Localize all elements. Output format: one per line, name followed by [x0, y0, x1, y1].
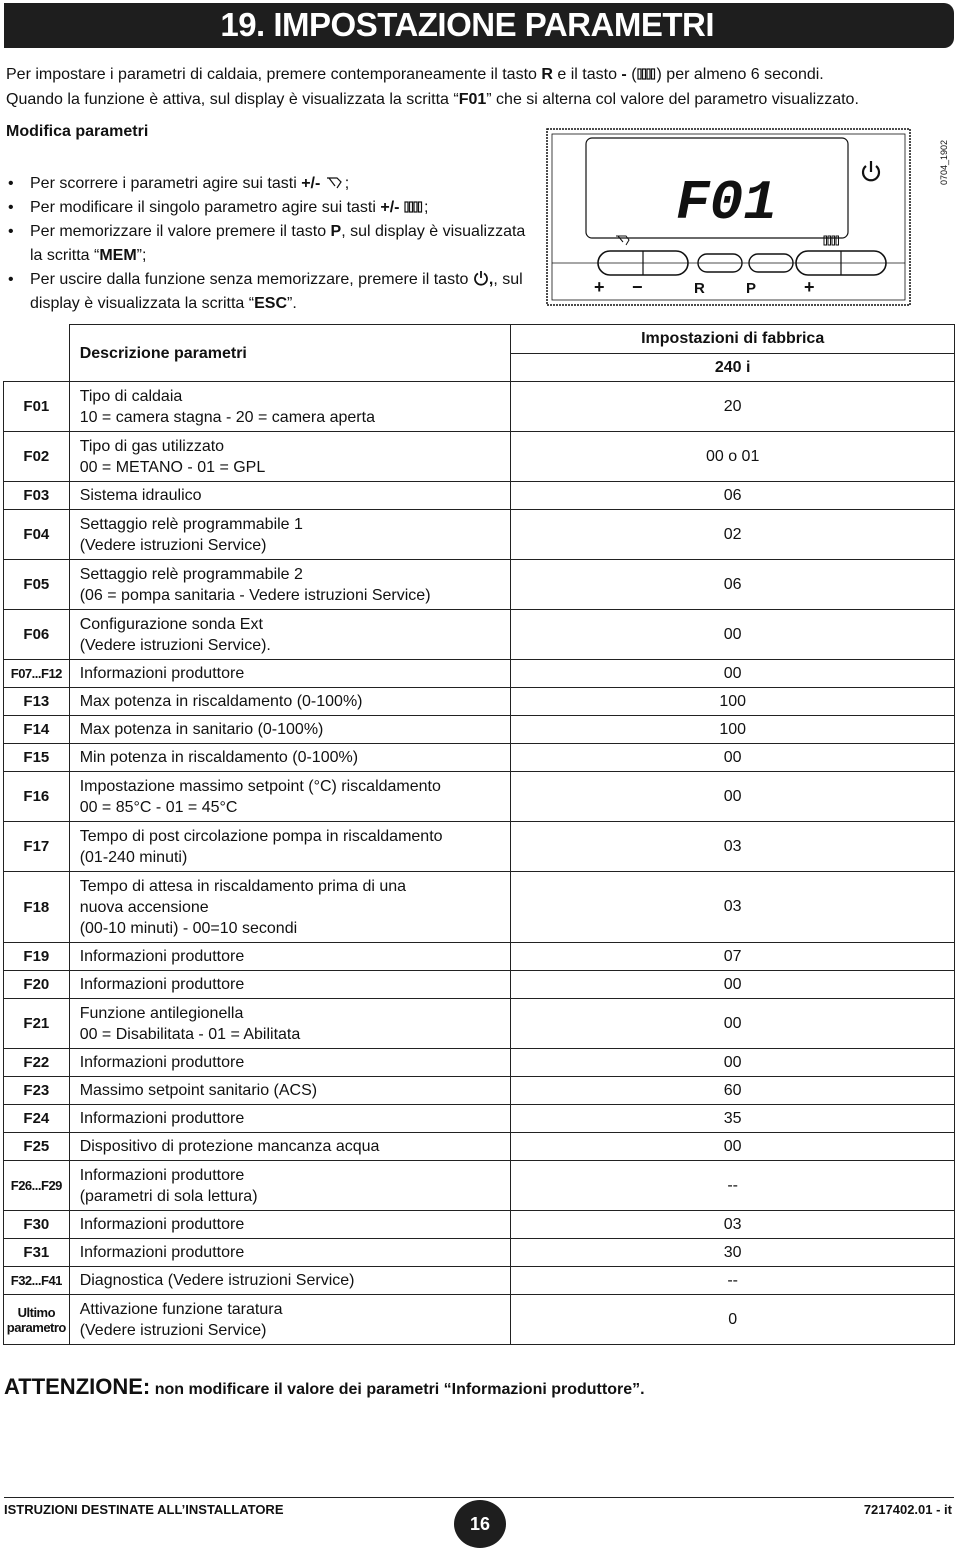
param-code: F26...F29: [4, 1161, 70, 1211]
description-line: Min potenza in riscaldamento (0-100%): [79, 749, 359, 766]
list-item: [8, 172, 528, 196]
button-label: R: [694, 280, 705, 297]
code-mem: MEM: [99, 247, 137, 264]
intro-text: e il tasto: [552, 66, 622, 83]
table-row: [4, 1077, 955, 1105]
table-row: [4, 1161, 955, 1211]
description-line: (Vedere istruzioni Service).: [79, 636, 271, 654]
param-value: 02: [511, 510, 955, 560]
param-description: [69, 872, 511, 943]
param-value: 100: [511, 716, 955, 744]
param-value: 00 o 01: [511, 432, 955, 482]
footer-left: ISTRUZIONI DESTINATE ALL’INSTALLATORE: [4, 1502, 284, 1517]
param-code: F04: [4, 510, 70, 560]
description-line: (parametri di sola lettura): [79, 1187, 258, 1205]
description-line: (01-240 minuti): [79, 848, 188, 866]
item-text: Per memorizzare il valore premere il tasto: [30, 223, 331, 240]
table-row: [4, 999, 955, 1049]
param-code: F07...F12: [4, 660, 70, 688]
table-row: [4, 822, 955, 872]
param-value: 0: [511, 1295, 955, 1345]
param-code: F17: [4, 822, 70, 872]
table-row: [4, 716, 955, 744]
param-description: [69, 999, 511, 1049]
page-number: 16: [454, 1500, 506, 1548]
table-row: [4, 1105, 955, 1133]
header-factory-cell: [511, 325, 955, 382]
param-description: [69, 1077, 511, 1105]
list-item: • Per uscire dalla funzione senza memorizzare, premere il tasto ,, sul display è visualizzata la scritta “ESC”.: [8, 268, 528, 316]
description-line: Massimo setpoint sanitario (ACS): [79, 1082, 318, 1099]
item-keys: +/-: [301, 175, 321, 192]
description-line: Max potenza in sanitario (0-100%): [79, 721, 324, 738]
list-item: [8, 220, 528, 268]
param-value: 60: [511, 1077, 955, 1105]
param-description: [69, 1105, 511, 1133]
header-empty: [4, 325, 70, 382]
power-icon: [473, 270, 489, 286]
figure-id: 0704_1902: [939, 139, 949, 185]
button-label: +: [804, 277, 815, 297]
param-value: --: [511, 1267, 955, 1295]
param-description: [69, 610, 511, 660]
table-row: [4, 660, 955, 688]
description-line: (Vedere istruzioni Service): [79, 1321, 267, 1339]
section-title: Modifica parametri: [6, 123, 149, 140]
intro-line-2: [6, 91, 859, 109]
param-value: 00: [511, 660, 955, 688]
param-value: 03: [511, 1211, 955, 1239]
item-text: ”.: [287, 295, 297, 312]
key-minus: -: [621, 66, 627, 83]
table-row: [4, 872, 955, 943]
param-description: [69, 1049, 511, 1077]
param-code: F23: [4, 1077, 70, 1105]
table-row: [4, 688, 955, 716]
param-description: [69, 822, 511, 872]
description-line: Sistema idraulico: [79, 487, 202, 504]
header-model: 240 i: [714, 359, 751, 376]
table-row: [4, 1049, 955, 1077]
param-description: [69, 382, 511, 432]
button-label: P: [746, 280, 757, 297]
description-line: 00 = METANO - 01 = GPL: [79, 458, 266, 476]
param-value: 00: [511, 971, 955, 999]
param-description: [69, 510, 511, 560]
param-value: 00: [511, 1049, 955, 1077]
param-code: F20: [4, 971, 70, 999]
param-code: F31: [4, 1239, 70, 1267]
description-line: Informazioni produttore: [79, 1216, 245, 1233]
table-row: [4, 610, 955, 660]
table-row: [4, 382, 955, 432]
footer-right: 7217402.01 - it: [863, 1502, 952, 1517]
param-code: F16: [4, 772, 70, 822]
param-description: [69, 772, 511, 822]
param-value: 30: [511, 1239, 955, 1267]
param-description: [69, 943, 511, 971]
description-line: Dispositivo di protezione mancanza acqua: [79, 1138, 380, 1155]
description-line: Impostazione massimo setpoint (°C) riscaldamento: [79, 777, 441, 795]
param-code: F15: [4, 744, 70, 772]
key-r: R: [541, 66, 553, 83]
description-line: Informazioni produttore: [79, 665, 245, 682]
item-text: ”;: [136, 247, 147, 264]
item-keys: P: [330, 223, 342, 240]
description-line: Attivazione funzione taratura: [79, 1300, 283, 1318]
param-value: 00: [511, 772, 955, 822]
param-value: 06: [511, 560, 955, 610]
param-value: 03: [511, 872, 955, 943]
description-line: Tempo di post circolazione pompa in riscaldamento: [79, 827, 443, 845]
description-line: Informazioni produttore: [79, 948, 245, 965]
param-value: 100: [511, 688, 955, 716]
table-row: [4, 943, 955, 971]
footer-divider: [4, 1497, 954, 1498]
description-line: Diagnostica (Vedere istruzioni Service): [79, 1272, 355, 1289]
description-line: Informazioni produttore: [79, 1110, 245, 1127]
param-value: 35: [511, 1105, 955, 1133]
description-line: (Vedere istruzioni Service): [79, 536, 267, 554]
item-text: , sul display è visualizzata la scritta “: [30, 223, 526, 264]
description-line: Informazioni produttore: [79, 1166, 245, 1184]
description-line: 10 = camera stagna - 20 = camera aperta: [79, 408, 375, 426]
description-line: (00-10 minuti) - 00=10 secondi: [79, 919, 298, 937]
radiator-icon: [404, 200, 424, 214]
warning-label: ATTENZIONE:: [4, 1374, 151, 1399]
description-line: (06 = pompa sanitaria - Vedere istruzioni Service): [79, 586, 431, 604]
param-description: [69, 1295, 511, 1345]
description-line: Max potenza in riscaldamento (0-100%): [79, 693, 363, 710]
table-row: [4, 1239, 955, 1267]
param-code: F22: [4, 1049, 70, 1077]
param-code: F13: [4, 688, 70, 716]
param-code: F06: [4, 610, 70, 660]
table-row: [4, 432, 955, 482]
param-description: [69, 716, 511, 744]
button-label: −: [632, 277, 643, 297]
table-row: [4, 1267, 955, 1295]
table-row: [4, 560, 955, 610]
item-text: Per uscire dalla funzione senza memorizzare, premere il tasto: [30, 271, 473, 288]
param-code: F21: [4, 999, 70, 1049]
param-code: Ultimo parametro: [4, 1295, 70, 1345]
code-f01: F01: [458, 91, 487, 108]
description-line: Tempo di attesa in riscaldamento prima di una: [79, 877, 407, 895]
lcd-display: F01: [676, 171, 777, 235]
param-description: [69, 660, 511, 688]
table-row: [4, 971, 955, 999]
param-code: F30: [4, 1211, 70, 1239]
intro-text: Quando la funzione è attiva, sul display è visualizzata la scritta “: [6, 91, 459, 108]
item-text: , sul display è visualizzata la scritta “: [30, 271, 523, 312]
param-value: 00: [511, 744, 955, 772]
intro-text: ) per almeno 6 secondi.: [656, 66, 824, 83]
item-keys: +/-: [380, 199, 400, 216]
param-code: F32...F41: [4, 1267, 70, 1295]
intro-line-1: [6, 66, 824, 84]
warning-text: non modificare il valore dei parametri “Informazioni produttore”.: [154, 1381, 645, 1398]
description-line: 00 = Disabilitata - 01 = Abilitata: [79, 1025, 301, 1043]
param-code: F25: [4, 1133, 70, 1161]
param-description: [69, 560, 511, 610]
header-description: Descrizione parametri: [69, 325, 511, 382]
param-description: [69, 744, 511, 772]
button-label: +: [594, 277, 605, 297]
table-header: [4, 325, 955, 382]
param-description: [69, 482, 511, 510]
table-row: [4, 510, 955, 560]
description-line: Settaggio relè programmabile 1: [79, 515, 303, 533]
description-line: 00 = 85°C - 01 = 45°C: [79, 798, 238, 816]
param-code: F02: [4, 432, 70, 482]
param-description: [69, 1161, 511, 1211]
control-panel-illustration: [546, 128, 911, 306]
description-line: nuova accensione: [79, 898, 209, 916]
description-line: Configurazione sonda Ext: [79, 615, 263, 633]
description-line: Tipo di caldaia: [79, 387, 183, 405]
header-factory: Impostazioni di fabbrica: [511, 325, 954, 354]
description-line: Informazioni produttore: [79, 976, 245, 993]
param-value: 06: [511, 482, 955, 510]
param-value: 07: [511, 943, 955, 971]
description-line: Informazioni produttore: [79, 1054, 245, 1071]
param-value: 00: [511, 610, 955, 660]
param-value: 00: [511, 999, 955, 1049]
tap-icon: [325, 174, 345, 190]
page-title: 19. IMPOSTAZIONE PARAMETRI: [220, 6, 714, 43]
param-description: [69, 971, 511, 999]
param-description: [69, 688, 511, 716]
param-value: 20: [511, 382, 955, 432]
description-line: Tipo di gas utilizzato: [79, 437, 225, 455]
item-text: Per scorrere i parametri agire sui tasti: [30, 175, 302, 192]
table-row: [4, 1133, 955, 1161]
description-line: Funzione antilegionella: [79, 1004, 244, 1022]
title-bar: [4, 3, 954, 48]
description-line: Informazioni produttore: [79, 1244, 245, 1261]
item-text: ;: [344, 175, 350, 192]
table-row: [4, 1211, 955, 1239]
code-esc: ESC: [254, 295, 287, 312]
param-code: F18: [4, 872, 70, 943]
warning: [4, 1374, 645, 1400]
param-value: --: [511, 1161, 955, 1211]
intro-text: Per impostare i parametri di caldaia, premere contemporaneamente il tasto: [6, 66, 542, 83]
item-text: Per modificare il singolo parametro agire sui tasti: [30, 199, 381, 216]
param-code: F01: [4, 382, 70, 432]
param-description: [69, 1211, 511, 1239]
param-description: [69, 1133, 511, 1161]
item-text: ;: [423, 199, 429, 216]
param-code: F05: [4, 560, 70, 610]
table-row: [4, 1295, 955, 1345]
param-code: F19: [4, 943, 70, 971]
description-line: Settaggio relè programmabile 2: [79, 565, 303, 583]
radiator-icon: [637, 67, 657, 81]
param-value: 00: [511, 1133, 955, 1161]
table-row: [4, 744, 955, 772]
table-row: [4, 772, 955, 822]
instruction-list: [8, 172, 528, 316]
param-code: F14: [4, 716, 70, 744]
param-code: F03: [4, 482, 70, 510]
param-description: [69, 1267, 511, 1295]
table-row: [4, 482, 955, 510]
param-code: F24: [4, 1105, 70, 1133]
intro-text: (: [626, 66, 637, 83]
intro-text: ” che si alterna col valore del parametro visualizzato.: [486, 91, 859, 108]
param-description: [69, 432, 511, 482]
param-description: [69, 1239, 511, 1267]
list-item: [8, 196, 528, 220]
parameters-table: [3, 324, 955, 1345]
param-value: 03: [511, 822, 955, 872]
